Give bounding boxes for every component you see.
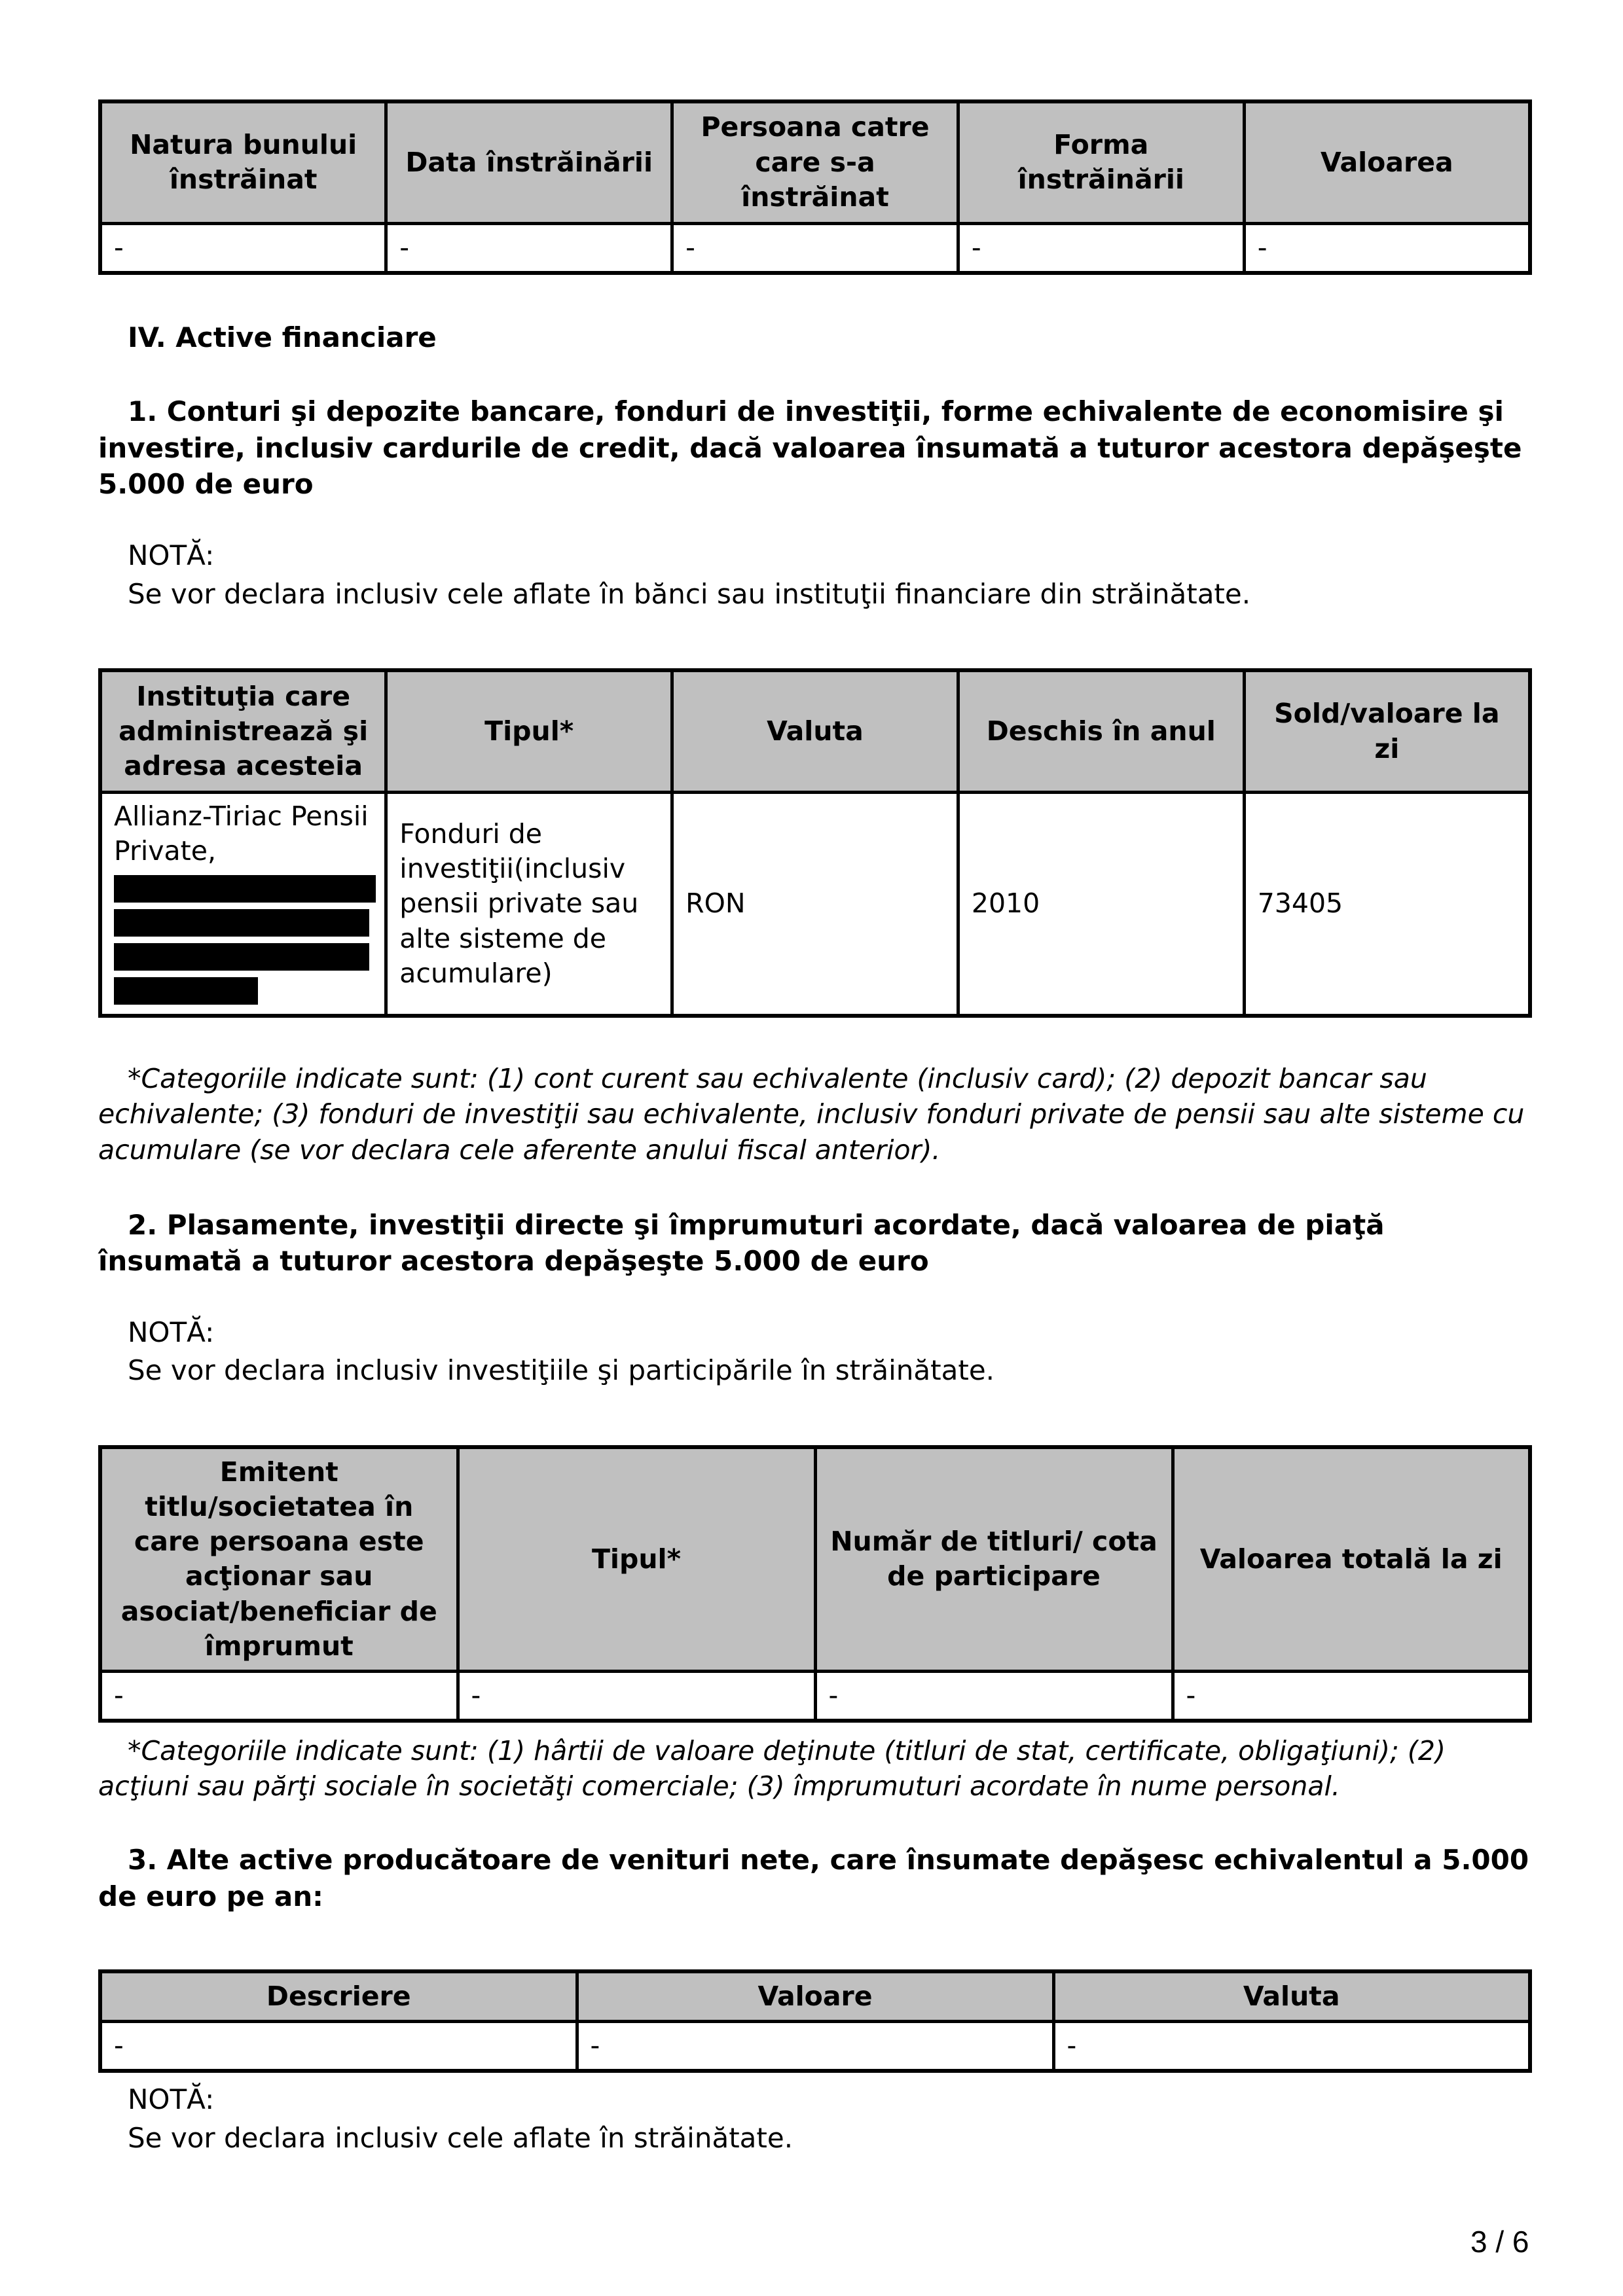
nota-label: NOTĂ: [128, 2083, 215, 2116]
column-header: Sold/valoare la zi [1244, 670, 1530, 792]
column-header: Data înstrăinării [386, 101, 672, 223]
table-cell: - [958, 223, 1244, 273]
section-heading: 3. Alte active producătoare de venituri nete, care însumate depăşesc echivalentul a 5.000 de euro pe an: [98, 1844, 1529, 1912]
table-row [100, 2021, 1530, 2071]
nota-block [98, 2081, 1532, 2158]
table-cell: - [815, 1671, 1173, 1721]
year-cell: 2010 [958, 792, 1244, 1016]
table-cell: - [1053, 2021, 1530, 2071]
other-assets-table [98, 1969, 1532, 2073]
column-header: Natura bunului înstrăinat [100, 101, 386, 223]
table-header-row [100, 1447, 1530, 1671]
bank-accounts-table [98, 668, 1532, 1018]
table-cell: - [386, 223, 672, 273]
redacted-address-line [114, 875, 376, 903]
column-header: Valuta [672, 670, 958, 792]
section-heading: 1. Conturi şi depozite bancare, fonduri de investiţii, forme echivalente de economisire şi investire, inclusiv cardurile de credit, dacă valoarea însumată a tuturor acestora depăşeşte 5.000 de euro [98, 395, 1522, 501]
section-heading: 2. Plasamente, investiţii directe şi împrumuturi acordate, dacă valoarea de piaţă însumată a tuturor acestora depăşeşte 5.000 de euro [98, 1208, 1385, 1278]
nota-block [98, 1314, 1532, 1391]
column-header: Valoarea totală la zi [1173, 1447, 1530, 1671]
nota-text: Se vor declara inclusiv cele aflate în străinătate. [128, 2122, 793, 2155]
table-cell: - [1244, 223, 1530, 273]
column-header: Deschis în anul [958, 670, 1244, 792]
table-cell: - [100, 223, 386, 273]
nota-block [98, 537, 1532, 614]
table-row [100, 1671, 1530, 1721]
investments-table [98, 1445, 1532, 1723]
table-cell: - [672, 223, 958, 273]
table-header-row [100, 670, 1530, 792]
nota-text: Se vor declara inclusiv cele aflate în bănci sau instituţii financiare din străinătate. [128, 577, 1251, 610]
document-page [98, 98, 1532, 2158]
column-header: Emitent titlu/societatea în care persoana este acţionar sau asociat/beneficiar de împrumut [100, 1447, 458, 1671]
column-header: Descriere [100, 1971, 577, 2021]
currency-cell: RON [672, 792, 958, 1016]
alienated-goods-table [98, 99, 1532, 275]
institution-name: Allianz-Tiriac Pensii Private, [114, 800, 369, 867]
footnote: *Categoriile indicate sunt: (1) cont curent sau echivalente (inclusiv card); (2) depozit bancar sau echivalente; (3) fonduri de investiţii sau echivalente, inclusiv fonduri private de pensii sau alte sisteme cu acumulare (se vor declara cele aferente anului fiscal anterior). [98, 1063, 1525, 1166]
table-row [100, 792, 1530, 1016]
column-header: Persoana catre care s-a înstrăinat [672, 101, 958, 223]
redacted-address-line [114, 943, 369, 971]
column-header: Instituţia care administrează şi adresa acesteia [100, 670, 386, 792]
nota-label: NOTĂ: [128, 539, 215, 571]
column-header: Forma înstrăinării [958, 101, 1244, 223]
table-header-row [100, 1971, 1530, 2021]
table-cell: - [577, 2021, 1053, 2071]
redacted-address-line [114, 909, 369, 937]
redacted-address-line [114, 977, 258, 1005]
column-header: Tipul* [386, 670, 672, 792]
table-header-row [100, 101, 1530, 223]
balance-cell: 73405 [1244, 792, 1530, 1016]
table-cell: - [100, 2021, 577, 2071]
column-header: Valuta [1053, 1971, 1530, 2021]
table-cell: - [458, 1671, 815, 1721]
nota-label: NOTĂ: [128, 1316, 215, 1348]
table-row [100, 223, 1530, 273]
table-cell: - [1173, 1671, 1530, 1721]
footnote: *Categoriile indicate sunt: (1) hârtii de valoare deţinute (titluri de stat, certificate, obligaţiuni); (2) acţiuni sau părţi sociale în societăţi comerciale; (3) împrumuturi acordate în nume personal. [98, 1735, 1446, 1803]
table-cell: - [100, 1671, 458, 1721]
column-header: Valoare [577, 1971, 1053, 2021]
page-number: 3 / 6 [1470, 2225, 1529, 2259]
section-title: IV. Active financiare [128, 321, 437, 353]
type-cell: Fonduri de investiţii(inclusiv pensii private sau alte sisteme de acumulare) [386, 792, 672, 1016]
nota-text: Se vor declara inclusiv investiţiile şi participările în străinătate. [128, 1354, 995, 1387]
column-header: Număr de titluri/ cota de participare [815, 1447, 1173, 1671]
institution-cell [100, 792, 386, 1016]
column-header: Tipul* [458, 1447, 815, 1671]
column-header: Valoarea [1244, 101, 1530, 223]
